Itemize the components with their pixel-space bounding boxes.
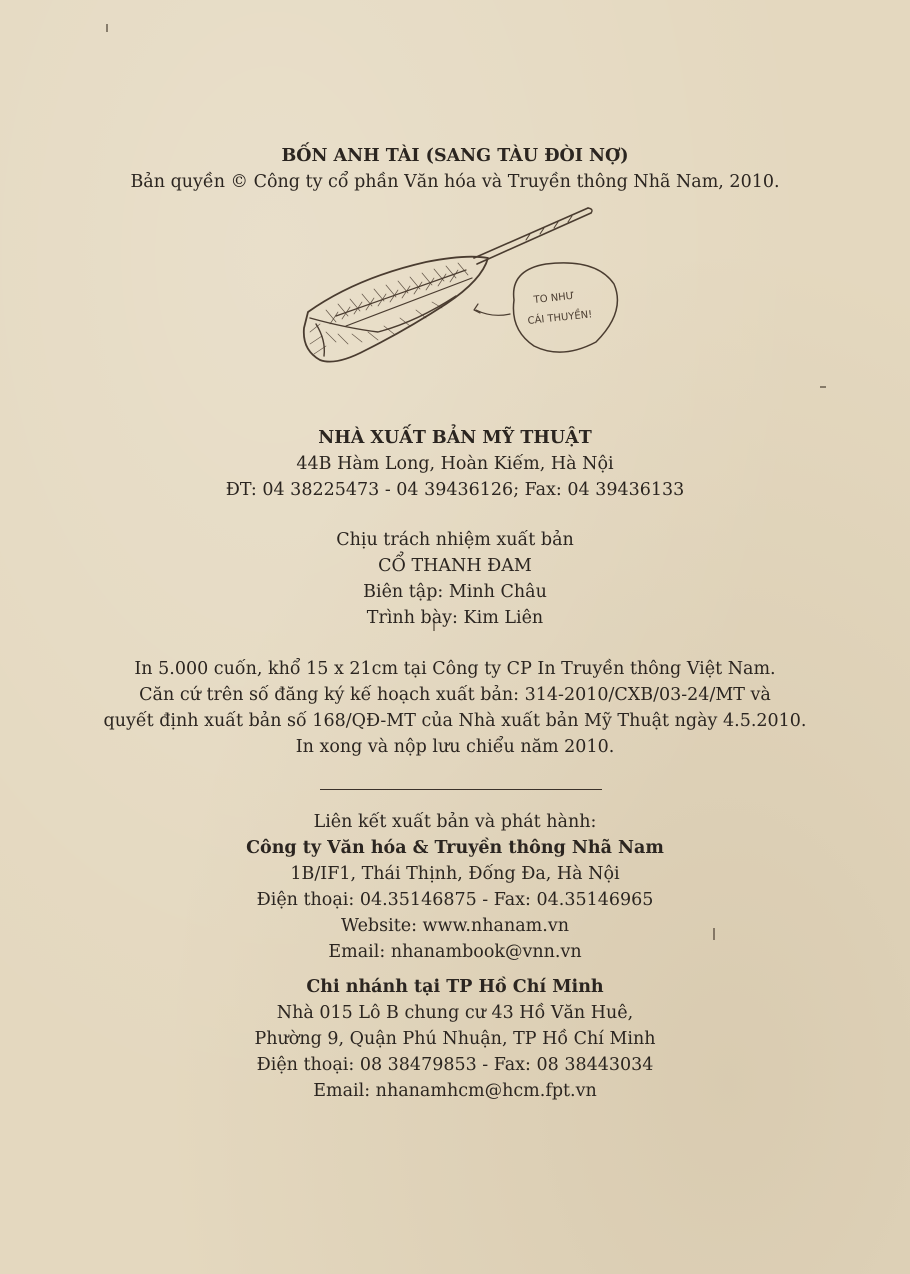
title-block: [0, 143, 910, 195]
book-title: BỐN ANH TÀI (SANG TÀU ĐÒI NỢ): [281, 146, 629, 166]
publisher-phone: ĐT: 04 38225473 - 04 39436126; Fax: 04 39436133: [225, 480, 685, 500]
designer-line: Trình bày: Kim Liên: [366, 608, 544, 628]
responsibility-label: Chịu trách nhiệm xuất bản: [336, 530, 574, 550]
publisher-name: NHÀ XUẤT BẢN MỸ THUẬT: [318, 428, 592, 448]
printing-line-3: quyết định xuất bản số 168/QĐ-MT của Nhà xuất bản Mỹ Thuật ngày 4.5.2010.: [103, 711, 807, 731]
partner-phone: Điện thoại: 04.35146875 - Fax: 04.35146965: [256, 890, 654, 910]
branch-phone: Điện thoại: 08 38479853 - Fax: 08 38443034: [256, 1055, 654, 1075]
printing-block: [0, 656, 910, 760]
branch-block: [0, 974, 910, 1104]
responsible-person: CỔ THANH ĐAM: [378, 556, 532, 576]
partner-company: Công ty Văn hóa & Truyền thông Nhã Nam: [246, 838, 664, 858]
partner-address: 1B/IF1, Thái Thịnh, Đống Đa, Hà Nội: [290, 864, 620, 884]
printing-line-2: Căn cứ trên số đăng ký kế hoạch xuất bản: 314-2010/CXB/03-24/MT và: [139, 685, 771, 705]
branch-title: Chi nhánh tại TP Hồ Chí Minh: [306, 977, 604, 997]
fishing-basket-sketch-icon: [296, 200, 626, 380]
partner-website: Website: www.nhanam.vn: [341, 916, 569, 936]
publisher-block: [0, 425, 910, 503]
copyright-line: Bản quyền © Công ty cổ phần Văn hóa và Truyền thông Nhã Nam, 2010.: [130, 172, 780, 192]
speech-line-2: CÁI THUYỀN!: [527, 309, 593, 327]
paper-speck: [820, 386, 826, 388]
partner-block: [0, 809, 910, 965]
editor-line: Biên tập: Minh Châu: [363, 582, 547, 602]
partner-email: Email: nhanambook@vnn.vn: [328, 942, 582, 962]
responsibility-block: [0, 527, 910, 631]
branch-email: Email: nhanamhcm@hcm.fpt.vn: [313, 1081, 597, 1101]
partner-intro: Liên kết xuất bản và phát hành:: [313, 812, 597, 832]
speech-line-1: TO NHƯ: [533, 290, 575, 306]
printing-line-1: In 5.000 cuốn, khổ 15 x 21cm tại Công ty CP In Truyền thông Việt Nam.: [134, 659, 776, 679]
paper-speck: [106, 24, 108, 32]
branch-address-1: Nhà 015 Lô B chung cư 43 Hồ Văn Huê,: [276, 1003, 634, 1023]
branch-address-2: Phường 9, Quận Phú Nhuận, TP Hồ Chí Minh: [254, 1029, 656, 1049]
printing-line-4: In xong và nộp lưu chiểu năm 2010.: [295, 737, 615, 757]
section-divider: [320, 789, 602, 790]
publisher-address: 44B Hàm Long, Hoàn Kiếm, Hà Nội: [296, 454, 614, 474]
